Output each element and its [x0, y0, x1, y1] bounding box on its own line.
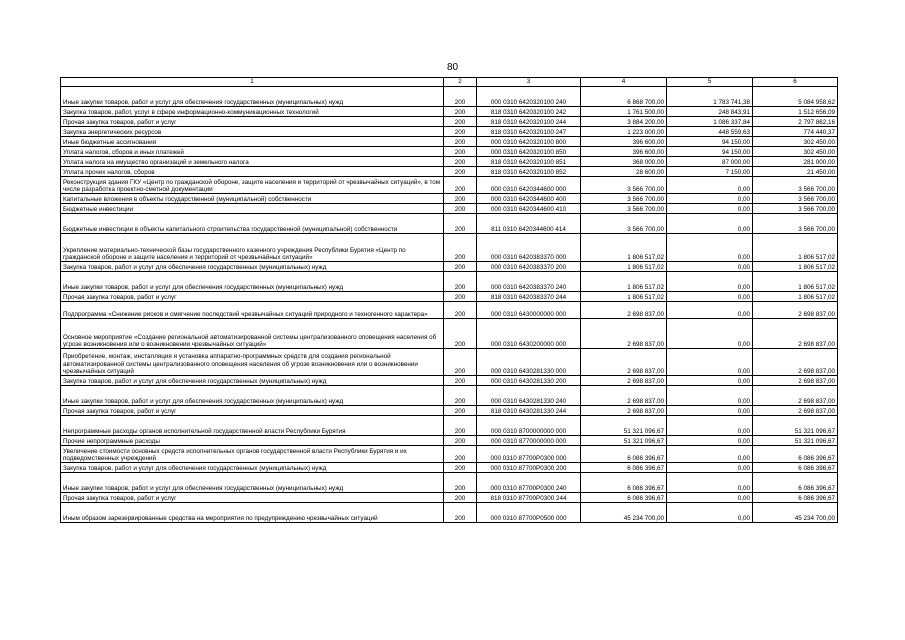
row-executed: 94 150,00: [667, 147, 753, 157]
row-executed: 448 559,63: [667, 127, 753, 137]
row-approved: 6 868 700,00: [581, 87, 667, 107]
row-line-code: 200: [444, 214, 477, 234]
page-number: 80: [446, 62, 459, 73]
row-budget-code: 000 0310 6430281330 000: [477, 349, 581, 376]
row-executed: 0,00: [667, 302, 753, 319]
row-line-code: 200: [444, 177, 477, 194]
row-line-code: 200: [444, 272, 477, 292]
row-executed: 0,00: [667, 214, 753, 234]
table-row: [61, 117, 838, 127]
row-unexecuted: 21 450,00: [753, 167, 838, 177]
row-unexecuted: 3 566 700,00: [753, 177, 838, 194]
row-line-code: 200: [444, 386, 477, 406]
row-name: Реконструкция здания ГКУ «Центр по гражданской обороне, защите населения и территорий от чрезвычайных ситуаций», в том числе разработка проектно-сметной документации: [61, 177, 444, 194]
row-budget-code: 000 0310 6420344600 400: [477, 194, 581, 204]
row-line-code: 200: [444, 406, 477, 416]
row-line-code: 200: [444, 137, 477, 147]
row-approved: 1 223 000,00: [581, 127, 667, 137]
row-executed: 0,00: [667, 446, 753, 463]
row-unexecuted: 774 440,37: [753, 127, 838, 137]
row-approved: 2 698 837,00: [581, 319, 667, 349]
table-row: [61, 386, 838, 406]
row-unexecuted: 6 086 396,67: [753, 473, 838, 493]
row-budget-code: 818 0310 6420320100 852: [477, 167, 581, 177]
row-name: Бюджетные инвестиции в объекты капитального строительства государственной (муниципальной) собственности: [61, 214, 444, 234]
column-header: 4: [581, 78, 667, 87]
row-approved: 6 086 396,67: [581, 493, 667, 503]
row-executed: 1 086 337,84: [667, 117, 753, 127]
row-name: Прочая закупка товаров, работ и услуг: [61, 292, 444, 302]
row-budget-code: 000 0310 6420320100 850: [477, 147, 581, 157]
row-executed: 0,00: [667, 194, 753, 204]
row-name: Закупка товаров, работ и услуг для обеспечения государственных (муниципальных) нужд: [61, 463, 444, 473]
row-budget-code: 000 0310 6420383370 200: [477, 262, 581, 272]
table-row: [61, 319, 838, 349]
row-name: Иным образом зарезервированные средства на мероприятия по предупреждению чрезвычайных ситуаций: [61, 503, 444, 523]
row-approved: 51 321 096,67: [581, 436, 667, 446]
row-name: Увеличение стоимости основных средств исполнительных органов государственной власти Республики Бурятия и их подведомственных учреждений: [61, 446, 444, 463]
row-approved: 1 806 517,02: [581, 272, 667, 292]
row-approved: 1 806 517,02: [581, 262, 667, 272]
row-budget-code: 000 0310 8770000000 000: [477, 436, 581, 446]
row-line-code: 200: [444, 436, 477, 446]
row-approved: 2 698 837,00: [581, 376, 667, 386]
row-line-code: 200: [444, 262, 477, 272]
row-approved: 2 698 837,00: [581, 406, 667, 416]
row-name: Капитальные вложения в объекты государственной (муниципальной) собственности: [61, 194, 444, 204]
table-row: [61, 107, 838, 117]
table-row: [61, 137, 838, 147]
row-name: Иные закупки товаров, работ и услуг для обеспечения государственных (муниципальных) нужд: [61, 386, 444, 406]
row-executed: 0,00: [667, 204, 753, 214]
row-line-code: 200: [444, 234, 477, 262]
row-approved: 396 600,00: [581, 137, 667, 147]
row-line-code: 200: [444, 503, 477, 523]
row-executed: 0,00: [667, 503, 753, 523]
row-line-code: 200: [444, 319, 477, 349]
row-line-code: 200: [444, 292, 477, 302]
row-unexecuted: 2 698 837,00: [753, 302, 838, 319]
row-line-code: 200: [444, 107, 477, 117]
row-name: Укрепление материально-технической базы государственного казенного учреждения Республики Бурятия «Центр по гражданской обороне и защите населения и территорий от чрезвычайных ситуаций»: [61, 234, 444, 262]
row-approved: 45 234 700,00: [581, 503, 667, 523]
row-line-code: 200: [444, 194, 477, 204]
row-line-code: 200: [444, 416, 477, 436]
row-unexecuted: 45 234 700,00: [753, 503, 838, 523]
row-name: Иные закупки товаров, работ и услуг для обеспечения государственных (муниципальных) нужд: [61, 272, 444, 292]
table-row: [61, 204, 838, 214]
row-line-code: 200: [444, 493, 477, 503]
row-budget-code: 818 0310 6420320100 851: [477, 157, 581, 167]
row-approved: 51 321 096,67: [581, 416, 667, 436]
row-unexecuted: 1 806 517,02: [753, 262, 838, 272]
table-row: [61, 349, 838, 376]
row-budget-code: 000 0310 6420383370 240: [477, 272, 581, 292]
row-budget-code: 000 0310 87700P0300 000: [477, 446, 581, 463]
row-budget-code: 811 0310 6420344600 414: [477, 214, 581, 234]
row-budget-code: 818 0310 87700P0300 244: [477, 493, 581, 503]
row-unexecuted: 2 698 837,00: [753, 319, 838, 349]
row-executed: 0,00: [667, 234, 753, 262]
table-row: [61, 262, 838, 272]
row-executed: 0,00: [667, 416, 753, 436]
row-approved: 3 566 700,00: [581, 177, 667, 194]
row-executed: 0,00: [667, 493, 753, 503]
row-name: Иные бюджетные ассигнования: [61, 137, 444, 147]
row-approved: 2 698 837,00: [581, 386, 667, 406]
table-row: [61, 493, 838, 503]
row-unexecuted: 302 450,00: [753, 137, 838, 147]
row-budget-code: 000 0310 87700P0500 000: [477, 503, 581, 523]
row-name: Уплата налога на имущество организаций и земельного налога: [61, 157, 444, 167]
row-executed: 0,00: [667, 473, 753, 493]
table-row: [61, 127, 838, 137]
row-line-code: 200: [444, 157, 477, 167]
row-budget-code: 000 0310 6420344600 000: [477, 177, 581, 194]
row-name: Закупка энергетических ресурсов: [61, 127, 444, 137]
row-unexecuted: 51 321 096,67: [753, 436, 838, 446]
table-row: [61, 234, 838, 262]
row-approved: 3 566 700,00: [581, 214, 667, 234]
table-row: [61, 376, 838, 386]
table-row: [61, 406, 838, 416]
row-unexecuted: 3 566 700,00: [753, 204, 838, 214]
row-name: Прочая закупка товаров, работ и услуг: [61, 117, 444, 127]
row-name: Прочая закупка товаров, работ и услуг: [61, 493, 444, 503]
row-name: Уплата прочих налогов, сборов: [61, 167, 444, 177]
row-executed: 0,00: [667, 386, 753, 406]
table-row: [61, 503, 838, 523]
row-unexecuted: 6 086 396,67: [753, 493, 838, 503]
row-approved: 6 086 396,67: [581, 473, 667, 493]
table-row: [61, 302, 838, 319]
row-line-code: 200: [444, 376, 477, 386]
row-budget-code: 000 0310 87700P0300 240: [477, 473, 581, 493]
row-line-code: 200: [444, 117, 477, 127]
row-line-code: 200: [444, 473, 477, 493]
row-executed: 0,00: [667, 349, 753, 376]
row-budget-code: 000 0310 8700000000 000: [477, 416, 581, 436]
row-name: Иные закупки товаров, работ и услуг для обеспечения государственных (муниципальных) нужд: [61, 87, 444, 107]
row-approved: 1 806 517,02: [581, 292, 667, 302]
row-budget-code: 000 0310 6420344600 410: [477, 204, 581, 214]
row-executed: 248 843,91: [667, 107, 753, 117]
row-name: Приобретение, монтаж, инсталляция и установка аппаратно-программных средств для создания региональной автоматизированной системы централизованного оповещения населения об угрозе возникновения или о возникновении чрезвычайных ситуаций: [61, 349, 444, 376]
row-budget-code: 000 0310 6430200000 000: [477, 319, 581, 349]
table-row: [61, 292, 838, 302]
row-unexecuted: 302 450,00: [753, 147, 838, 157]
row-unexecuted: 2 698 837,00: [753, 386, 838, 406]
row-unexecuted: 2 698 837,00: [753, 376, 838, 386]
row-line-code: 200: [444, 463, 477, 473]
row-name: Закупка товаров, работ и услуг для обеспечения государственных (муниципальных) нужд: [61, 262, 444, 272]
table-row: [61, 147, 838, 157]
row-budget-code: 000 0310 6420383370 000: [477, 234, 581, 262]
table-row: [61, 194, 838, 204]
column-header: 1: [61, 78, 444, 87]
column-header: 2: [444, 78, 477, 87]
row-unexecuted: 2 698 837,00: [753, 406, 838, 416]
row-executed: 0,00: [667, 292, 753, 302]
row-name: Бюджетные инвестиции: [61, 204, 444, 214]
row-unexecuted: 6 086 396,67: [753, 463, 838, 473]
row-executed: 94 150,00: [667, 137, 753, 147]
row-unexecuted: 1 806 517,02: [753, 272, 838, 292]
table-row: [61, 463, 838, 473]
table-row: [61, 446, 838, 463]
row-line-code: 200: [444, 87, 477, 107]
row-unexecuted: 51 321 096,67: [753, 416, 838, 436]
row-budget-code: 818 0310 6420383370 244: [477, 292, 581, 302]
row-approved: 396 600,00: [581, 147, 667, 157]
row-approved: 3 566 700,00: [581, 194, 667, 204]
table-header-row: [61, 78, 838, 87]
table-row: [61, 177, 838, 194]
row-executed: 0,00: [667, 463, 753, 473]
row-unexecuted: 281 000,00: [753, 157, 838, 167]
table-row: [61, 157, 838, 167]
row-approved: 2 698 837,00: [581, 302, 667, 319]
row-line-code: 200: [444, 167, 477, 177]
table-row: [61, 436, 838, 446]
row-unexecuted: 1 806 517,02: [753, 292, 838, 302]
row-budget-code: 000 0310 6430281330 240: [477, 386, 581, 406]
row-unexecuted: 5 084 958,62: [753, 87, 838, 107]
row-name: Прочие непрограммные расходы: [61, 436, 444, 446]
table-row: [61, 87, 838, 107]
row-executed: 1 783 741,38: [667, 87, 753, 107]
column-header: 5: [667, 78, 753, 87]
row-name: Подпрограмма «Снижение рисков и смягчение последствий чрезвычайных ситуаций природного и техногенного характера»: [61, 302, 444, 319]
table-row: [61, 214, 838, 234]
row-budget-code: 818 0310 6420320100 244: [477, 117, 581, 127]
row-approved: 28 600,00: [581, 167, 667, 177]
row-line-code: 200: [444, 147, 477, 157]
table-row: [61, 272, 838, 292]
row-approved: 368 000,00: [581, 157, 667, 167]
row-name: Основное мероприятие «Создание региональной автоматизированной системы централизованного оповещения населения об угрозе возникновения или о возникновении чрезвычайных ситуаций»: [61, 319, 444, 349]
row-approved: 1 761 500,00: [581, 107, 667, 117]
row-budget-code: 818 0310 6430281330 244: [477, 406, 581, 416]
row-unexecuted: 2 698 837,00: [753, 349, 838, 376]
row-name: Прочая закупка товаров, работ и услуг: [61, 406, 444, 416]
row-unexecuted: 1 806 517,02: [753, 234, 838, 262]
row-unexecuted: 6 086 396,67: [753, 446, 838, 463]
row-name: Закупка товаров, работ, услуг в сфере информационно-коммуникационных технологий: [61, 107, 444, 117]
row-executed: 0,00: [667, 376, 753, 386]
row-name: Закупка товаров, работ и услуг для обеспечения государственных (муниципальных) нужд: [61, 376, 444, 386]
table-row: [61, 167, 838, 177]
row-executed: 0,00: [667, 436, 753, 446]
row-executed: 0,00: [667, 319, 753, 349]
table-row: [61, 473, 838, 493]
row-line-code: 200: [444, 446, 477, 463]
row-budget-code: 818 0310 6420320100 242: [477, 107, 581, 117]
budget-table: [60, 77, 838, 523]
row-line-code: 200: [444, 204, 477, 214]
row-line-code: 200: [444, 127, 477, 137]
column-header: 6: [753, 78, 838, 87]
row-budget-code: 000 0310 6430281330 200: [477, 376, 581, 386]
row-budget-code: 000 0310 6420320100 240: [477, 87, 581, 107]
row-executed: 7 150,00: [667, 167, 753, 177]
row-budget-code: 000 0310 87700P0300 200: [477, 463, 581, 473]
row-approved: 3 884 200,00: [581, 117, 667, 127]
row-unexecuted: 3 566 700,00: [753, 214, 838, 234]
row-unexecuted: 3 566 700,00: [753, 194, 838, 204]
row-executed: 0,00: [667, 262, 753, 272]
row-name: Уплата налогов, сборов и иных платежей: [61, 147, 444, 157]
row-line-code: 200: [444, 349, 477, 376]
row-unexecuted: 1 512 656,09: [753, 107, 838, 117]
row-approved: 6 086 396,67: [581, 446, 667, 463]
table-body: [61, 87, 838, 523]
row-budget-code: 000 0310 6420320100 800: [477, 137, 581, 147]
row-executed: 0,00: [667, 272, 753, 292]
row-budget-code: 000 0310 6430000000 000: [477, 302, 581, 319]
row-executed: 0,00: [667, 177, 753, 194]
row-approved: 2 698 837,00: [581, 349, 667, 376]
row-approved: 6 086 396,67: [581, 463, 667, 473]
row-unexecuted: 2 797 862,16: [753, 117, 838, 127]
row-name: Непрограммные расходы органов исполнительной государственной власти Республики Бурятия: [61, 416, 444, 436]
row-name: Иные закупки товаров, работ и услуг для обеспечения государственных (муниципальных) нужд: [61, 473, 444, 493]
row-budget-code: 818 0310 6420320100 247: [477, 127, 581, 137]
row-executed: 87 000,00: [667, 157, 753, 167]
table-row: [61, 416, 838, 436]
row-line-code: 200: [444, 302, 477, 319]
column-header: 3: [477, 78, 581, 87]
row-approved: 3 566 700,00: [581, 204, 667, 214]
row-executed: 0,00: [667, 406, 753, 416]
row-approved: 1 806 517,02: [581, 234, 667, 262]
